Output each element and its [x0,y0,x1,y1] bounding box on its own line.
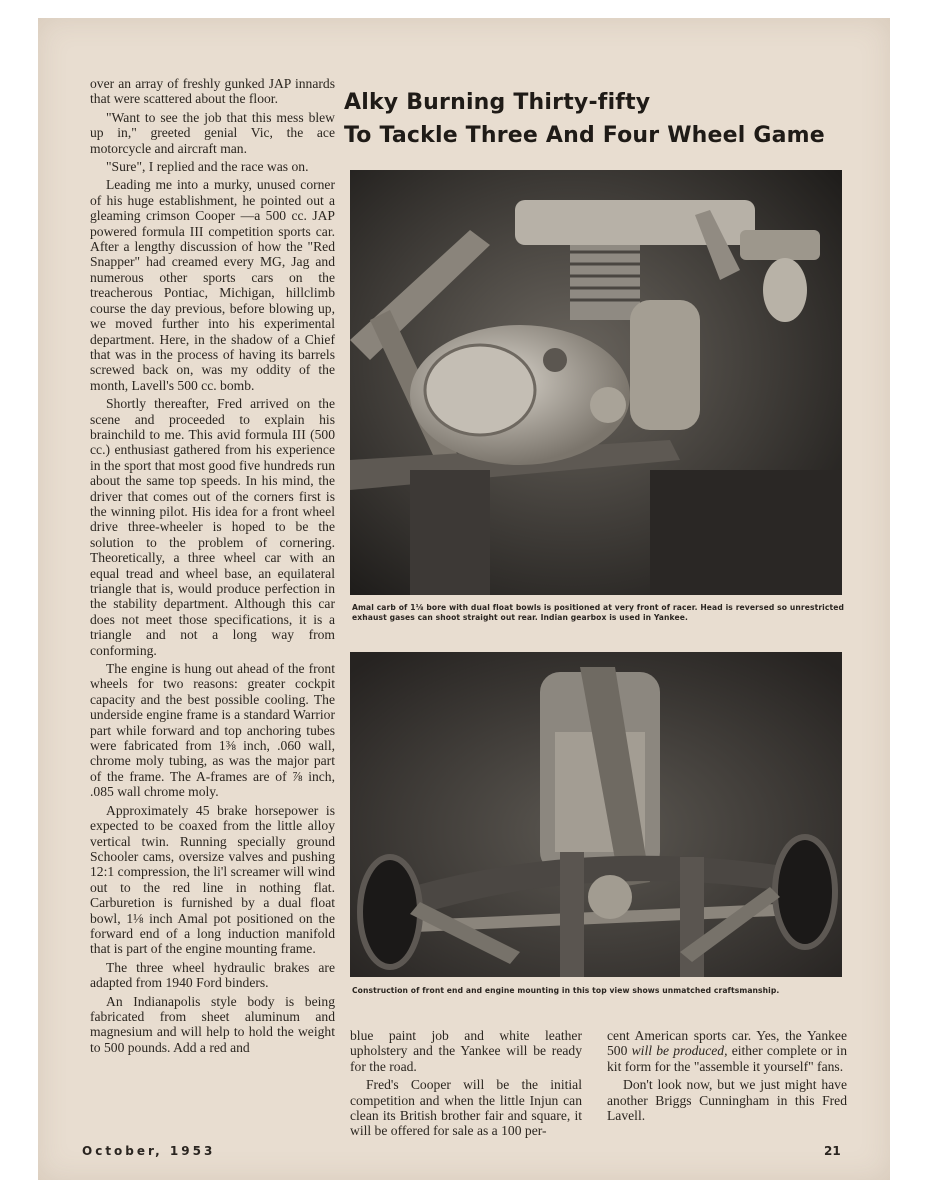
article-middle-column [350,1028,582,1142]
photo2-caption: Construction of front end and engine mounting in this top view shows unmatched craftsmanship. [352,986,780,995]
text-run: either complete or in kit form for the "assemble it yourself" fans. [607,1043,847,1074]
paragraph: Leading me into a murky, unused corner of his huge establishment, he pointed out a gleaming crimson Cooper —a 500 cc. JAP powered formula III competition sports car. After a lengthy discussion of how the "Red Snapper" had creamed every MG, Jag and numerous other sports cars on the treacherous Pontiac, Michigan, hillclimb course the day previous, before blowing up, we moved further into his experimental department. Here, in the shadow of a Chief that was in the process of having its barrels screwed back on, was my oddity of the month, Lavell's 500 cc. bomb. [90,177,335,393]
paragraph [607,1028,847,1074]
paragraph: blue paint job and white leather upholstery and the Yankee will be ready for the road. [350,1028,582,1074]
engine-side-photo [350,170,842,595]
text-run: cent American sports car. Yes, the Yankee 500 [607,1028,847,1059]
article-left-column [90,76,335,1058]
issue-date: October, 1953 [82,1144,216,1158]
paragraph: "Want to see the job that this mess blew up in," greeted genial Vic, the ace motorcycle and aircraft man. [90,109,335,156]
magazine-page [38,18,890,1180]
paragraph: Shortly thereafter, Fred arrived on the scene and proceeded to explain his brainchild to me. This avid formula III (500 cc.) enthusiast gathered from his experience in the sport that most good five hundreds run about the same top speeds. In his mind, the driver that comes out of the corners first is the winning pilot. His idea for a front wheel drive three-wheeler is hoped to be the solution to the problem of cornering. Theoretically, a three wheel car with an equal tread and wheel base, an equilateral triangle that is, would produce perfection in the stability department. Although this car does not meet those specifications, it is a triangle and not a long way from conforming. [90,396,335,658]
paragraph: The engine is hung out ahead of the front wheels for two reasons: greater cockpit capacity and the best possible cooling. The underside engine frame is a standard Warrior part while forward and top anchoring tubes were fabricated from 1⅜ inch, .060 wall, chrome moly tubing, as was the major part of the frame. The A-frames are of ⅞ inch, .085 wall chrome moly. [90,661,335,800]
article-right-column [607,1028,847,1126]
front-end-top-view-photo [350,652,842,977]
paragraph: Approximately 45 brake horsepower is expected to be coaxed from the little alloy vertical twin. Running specially ground Schooler cams, oversize valves and pushing 12:1 compression, the li'l screamer will wind out to the red line in nothing flat. Carburetion is furnished by a dual float bowl, 1⅛ inch Amal pot positioned on the forward end of a long induction manifold that is part of the engine mounting frame. [90,802,335,957]
paragraph: The three wheel hydraulic brakes are adapted from 1940 Ford binders. [90,959,335,991]
paragraph: over an array of freshly gunked JAP innards that were scattered about the floor. [90,76,335,107]
photo1-caption: Amal carb of 1⅛ bore with dual float bowls is positioned at very front of racer. Head is reversed so unrestricted exhaust gases can shoot straight out rear. Indian gearbox is used in Yankee. [352,603,844,622]
page-number: 21 [824,1144,841,1158]
paragraph: An Indianapolis style body is being fabricated from sheet aluminum and magnesium and will help to hold the weight to 500 pounds. Add a red and [90,993,335,1055]
paragraph: Fred's Cooper will be the initial competition and when the little Injun can clean its British brother fair and square, it will be offered for sale as a 100 per- [350,1077,582,1139]
headline-line-1: Alky Burning Thirty-fifty [344,90,651,115]
paragraph: Don't look now, but we just might have another Briggs Cunningham in this Fred Lavell. [607,1077,847,1124]
article-headline [344,86,874,152]
headline-line-2: To Tackle Three And Four Wheel Game [344,123,825,148]
emphasis-text: will be produced, [631,1043,728,1059]
paragraph: "Sure", I replied and the race was on. [106,159,309,175]
